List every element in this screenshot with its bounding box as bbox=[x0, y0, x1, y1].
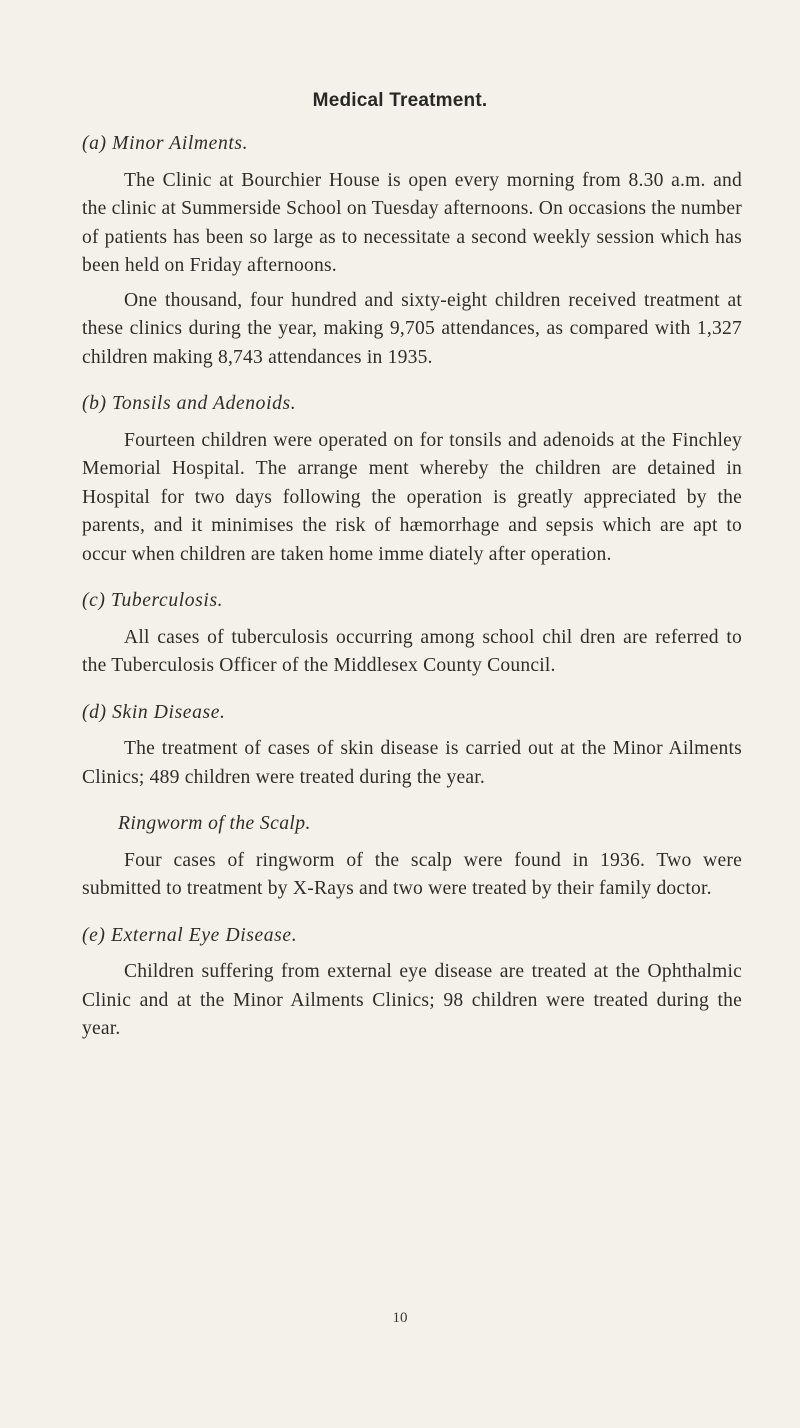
paragraph: The treatment of cases of skin disease is carried out at the Minor Ailments Clinics; 489 children were treated during the year. bbox=[82, 738, 742, 788]
paragraph: All cases of tuberculosis occurring among school chil dren are referred to the Tuberculosis Officer of the Middlesex County Council. bbox=[82, 626, 742, 676]
sub-heading: Ringworm of the Scalp. bbox=[118, 813, 311, 834]
page-title: Medical Treatment. bbox=[312, 90, 488, 111]
section-heading: (c) Tuberculosis. bbox=[82, 590, 224, 611]
section-skin-disease bbox=[82, 699, 742, 904]
section-external-eye-disease bbox=[82, 922, 742, 1044]
paragraph: Four cases of ringworm of the scalp were found in 1936. Two were submitted to treatment by X-Rays and two were treated by their family doctor. bbox=[82, 849, 742, 899]
paragraph: Fourteen children were operated on for tonsils and adenoids at the Finchley Memorial Hospital. The arrange ment whereby the children are detained in Hospital for two days following the operation is greatly appreciated by the parents, and it minimises the risk of hæmorrhage and sepsis which are apt to occur when children are taken home imme diately after operation. bbox=[82, 429, 742, 565]
section-heading: (b) Tonsils and Adenoids. bbox=[82, 393, 297, 414]
section-tuberculosis bbox=[82, 587, 742, 681]
section-minor-ailments bbox=[82, 130, 742, 372]
paragraph: Children suffering from external eye disease are treated at the Ophthalmic Clinic and at the Minor Ailments Clinics; 98 children were treated during the year. bbox=[82, 961, 742, 1039]
page-number: 10 bbox=[392, 1310, 408, 1326]
paragraph: One thousand, four hundred and sixty-eight children received treatment at these clinics during the year, making 9,705 attendances, as compared with 1,327 children making 8,743 attendances in 1935. bbox=[82, 289, 742, 368]
section-heading: (a) Minor Ailments. bbox=[82, 133, 249, 154]
section-heading: (e) External Eye Disease. bbox=[82, 924, 298, 946]
paragraph: The Clinic at Bourchier House is open every morning from 8.30 a.m. and the clinic at Summerside School on Tuesday afternoons. On occasions the number of patients has been so large as to necessitate a second weekly session which has been held on Friday afternoons. bbox=[82, 169, 742, 276]
section-tonsils-adenoids bbox=[82, 390, 742, 569]
section-heading: (d) Skin Disease. bbox=[82, 701, 226, 723]
document-body bbox=[82, 130, 742, 1062]
